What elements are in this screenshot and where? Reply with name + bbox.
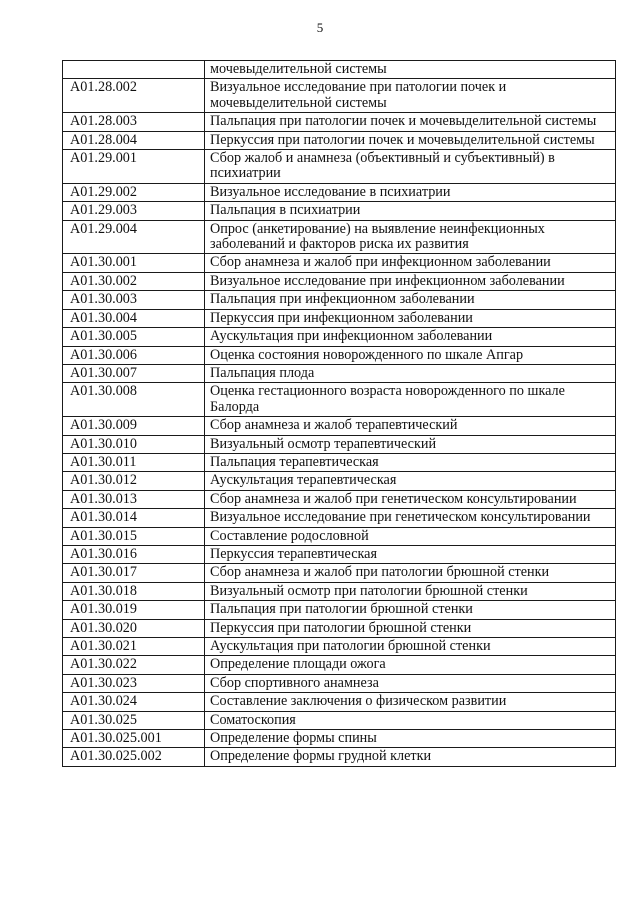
service-code-cell: A01.30.016	[63, 545, 205, 563]
table-row	[63, 748, 616, 766]
service-code-cell: A01.28.004	[63, 131, 205, 149]
table-row	[63, 509, 616, 527]
service-name-cell: Составление родословной	[205, 527, 616, 545]
service-code-cell: A01.30.008	[63, 383, 205, 417]
service-name-cell: Аускультация при инфекционном заболевании	[205, 328, 616, 346]
service-name-cell: Пальпация плода	[205, 364, 616, 382]
service-name-cell: Сбор анамнеза и жалоб при инфекционном заболевании	[205, 254, 616, 272]
service-name-cell: Определение формы спины	[205, 730, 616, 748]
service-name-cell: Сбор анамнеза и жалоб при генетическом консультировании	[205, 490, 616, 508]
service-code-cell: A01.30.025.002	[63, 748, 205, 766]
service-code-cell: A01.29.001	[63, 150, 205, 184]
table-row	[63, 254, 616, 272]
service-code-cell: A01.30.007	[63, 364, 205, 382]
service-name-cell: Визуальное исследование при генетическом консультировании	[205, 509, 616, 527]
table-row	[63, 545, 616, 563]
table-row	[63, 364, 616, 382]
table-row	[63, 582, 616, 600]
table-row	[63, 730, 616, 748]
table-row	[63, 638, 616, 656]
service-name-cell: Визуальный осмотр при патологии брюшной стенки	[205, 582, 616, 600]
service-code-cell: A01.30.024	[63, 693, 205, 711]
table-row	[63, 220, 616, 254]
service-name-cell: Сбор жалоб и анамнеза (объективный и субъективный) в психиатрии	[205, 150, 616, 184]
service-code-cell: A01.30.006	[63, 346, 205, 364]
service-code-cell: A01.30.021	[63, 638, 205, 656]
table-row	[63, 619, 616, 637]
service-name-cell: Пальпация при инфекционном заболевании	[205, 291, 616, 309]
service-code-cell: A01.30.012	[63, 472, 205, 490]
service-code-cell: A01.30.002	[63, 272, 205, 290]
service-name-cell: Определение площади ожога	[205, 656, 616, 674]
service-code-cell: A01.30.023	[63, 674, 205, 692]
table-row	[63, 693, 616, 711]
table-row	[63, 601, 616, 619]
table-row	[63, 527, 616, 545]
service-name-cell: Визуальное исследование при патологии почек и мочевыделительной системы	[205, 79, 616, 113]
table-row	[63, 472, 616, 490]
service-code-cell: A01.30.015	[63, 527, 205, 545]
service-code-cell: A01.28.002	[63, 79, 205, 113]
service-code-cell: A01.29.002	[63, 183, 205, 201]
service-name-cell: Оценка состояния новорожденного по шкале Апгар	[205, 346, 616, 364]
service-code-cell: A01.30.013	[63, 490, 205, 508]
service-code-cell: A01.30.005	[63, 328, 205, 346]
service-name-cell: Сбор анамнеза и жалоб при патологии брюшной стенки	[205, 564, 616, 582]
service-name-cell: Пальпация в психиатрии	[205, 202, 616, 220]
service-name-cell: Пальпация при патологии брюшной стенки	[205, 601, 616, 619]
table-row	[63, 150, 616, 184]
service-code-cell: A01.28.003	[63, 113, 205, 131]
table-row	[63, 183, 616, 201]
page-number: 5	[316, 20, 324, 35]
service-code-cell: A01.30.025	[63, 711, 205, 729]
service-name-cell: Опрос (анкетирование) на выявление неинфекционных заболеваний и факторов риска их развития	[205, 220, 616, 254]
service-code-cell: A01.30.009	[63, 417, 205, 435]
service-name-cell: Сбор анамнеза и жалоб терапевтический	[205, 417, 616, 435]
service-code-cell: A01.30.019	[63, 601, 205, 619]
service-name-cell: Оценка гестационного возраста новорожденного по шкале Балорда	[205, 383, 616, 417]
table-row	[63, 202, 616, 220]
service-code-cell: A01.30.011	[63, 453, 205, 471]
table-row	[63, 674, 616, 692]
table-row	[63, 417, 616, 435]
service-code-cell: A01.30.001	[63, 254, 205, 272]
service-code-cell: A01.30.003	[63, 291, 205, 309]
service-code-cell: A01.30.010	[63, 435, 205, 453]
service-code-cell: A01.30.014	[63, 509, 205, 527]
service-code-cell: A01.30.022	[63, 656, 205, 674]
services-table-body	[63, 61, 616, 767]
service-name-cell: Визуальное исследование при инфекционном заболевании	[205, 272, 616, 290]
table-row	[63, 61, 616, 79]
table-row	[63, 113, 616, 131]
service-name-cell: Пальпация терапевтическая	[205, 453, 616, 471]
service-name-cell: Перкуссия терапевтическая	[205, 545, 616, 563]
services-table	[62, 60, 616, 767]
service-code-cell: A01.30.025.001	[63, 730, 205, 748]
service-name-cell: Сбор спортивного анамнеза	[205, 674, 616, 692]
service-code-cell: A01.30.017	[63, 564, 205, 582]
service-name-cell: Пальпация при патологии почек и мочевыделительной системы	[205, 113, 616, 131]
service-code-cell: A01.30.018	[63, 582, 205, 600]
service-name-cell: Соматоскопия	[205, 711, 616, 729]
table-row	[63, 131, 616, 149]
table-row	[63, 79, 616, 113]
table-row	[63, 291, 616, 309]
service-name-cell: Определение формы грудной клетки	[205, 748, 616, 766]
service-name-cell: Аускультация при патологии брюшной стенки	[205, 638, 616, 656]
table-row	[63, 346, 616, 364]
service-code-cell: A01.29.003	[63, 202, 205, 220]
service-name-cell: Составление заключения о физическом развитии	[205, 693, 616, 711]
service-name-cell: Аускультация терапевтическая	[205, 472, 616, 490]
table-row	[63, 309, 616, 327]
table-row	[63, 328, 616, 346]
table-row	[63, 564, 616, 582]
table-row	[63, 272, 616, 290]
service-name-cell: Перкуссия при инфекционном заболевании	[205, 309, 616, 327]
table-row	[63, 711, 616, 729]
service-name-cell: Перкуссия при патологии брюшной стенки	[205, 619, 616, 637]
table-row	[63, 435, 616, 453]
service-name-cell: мочевыделительной системы	[205, 61, 616, 79]
table-row	[63, 656, 616, 674]
service-name-cell: Визуальное исследование в психиатрии	[205, 183, 616, 201]
service-name-cell: Перкуссия при патологии почек и мочевыделительной системы	[205, 131, 616, 149]
table-row	[63, 490, 616, 508]
service-code-cell: A01.30.004	[63, 309, 205, 327]
service-code-cell: A01.30.020	[63, 619, 205, 637]
service-name-cell: Визуальный осмотр терапевтический	[205, 435, 616, 453]
table-row	[63, 383, 616, 417]
table-row	[63, 453, 616, 471]
service-code-cell	[63, 61, 205, 79]
service-code-cell: A01.29.004	[63, 220, 205, 254]
